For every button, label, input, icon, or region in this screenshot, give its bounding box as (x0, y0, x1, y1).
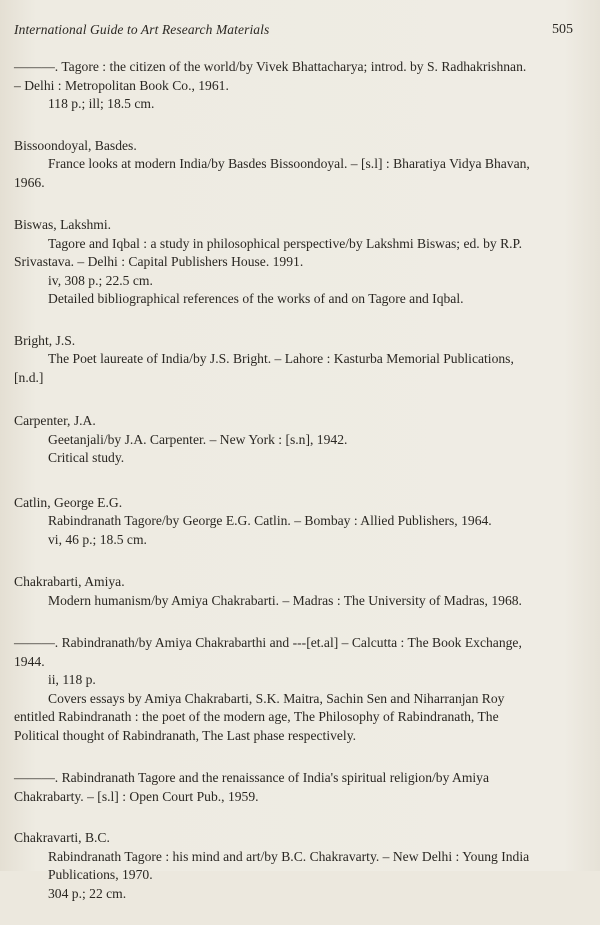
entry-author: Chakravarti, B.C. (14, 830, 110, 845)
entry-author: Bissoondoyal, Basdes. (14, 137, 137, 153)
entry-line: 304 p.; 22 cm. (48, 885, 127, 901)
entry-author: Catlin, George E.G. (14, 494, 123, 510)
bibliography-entry (14, 829, 580, 903)
entry-line: Modern humanism/by Amiya Chakrabarti. – Madras : The University of Madras, 1968. (48, 592, 522, 608)
entry-line: Rabindranath Tagore : his mind and art/by B.C. Chakravarty. – New Delhi : Young India (48, 848, 530, 864)
entry-line: [n.d.] (14, 369, 44, 385)
entry-line: Srivastava. – Delhi : Capital Publishers House. 1991. (14, 254, 304, 269)
entry-line: Detailed bibliographical references of the works of and on Tagore and Iqbal. (48, 291, 464, 306)
entry-line: Rabindranath Tagore/by George E.G. Catlin. – Bombay : Allied Publishers, 1964. (48, 513, 492, 528)
entry-line: – Delhi : Metropolitan Book Co., 1961. (14, 77, 229, 93)
entry-line: Covers essays by Amiya Chakrabarti, S.K. Maitra, Sachin Sen and Niharranjan Roy (48, 690, 505, 706)
bibliography-entry (14, 494, 580, 550)
bibliography-entry (14, 216, 580, 309)
entry-line: ———. Rabindranath/by Amiya Chakrabarthi and ---[et.al] – Calcutta : The Book Exchange, (14, 635, 522, 650)
entry-author: Biswas, Lakshmi. (14, 217, 112, 232)
bibliography-entry (14, 137, 580, 193)
entry-line: Critical study. (48, 450, 125, 465)
entry-line: The Poet laureate of India/by J.S. Bright. – Lahore : Kasturba Memorial Publications, (48, 351, 514, 366)
entry-line: Tagore and Iqbal : a study in philosophical perspective/by Lakshmi Biswas; ed. by R.P. (48, 235, 522, 251)
entry-line: Geetanjali/by J.A. Carpenter. – New York : [s.n], 1942. (48, 431, 348, 447)
entry-line: vi, 46 p.; 18.5 cm. (48, 531, 147, 547)
bibliography-list (14, 58, 580, 925)
running-title: International Guide to Art Research Materials (14, 22, 270, 37)
bibliography-entry (14, 412, 580, 468)
entry-line: entitled Rabindranath : the poet of the modern age, The Philosophy of Rabindranath, The (14, 709, 499, 724)
entry-line: ———. Tagore : the citizen of the world/by Vivek Bhattacharya; introd. by S. Radhakrishnan. (14, 59, 527, 74)
entry-line: Chakrabarty. – [s.l] : Open Court Pub., 1959. (14, 788, 259, 804)
entry-line: 1944. (14, 653, 45, 669)
entry-line: France looks at modern India/by Basdes Bissoondoyal. – [s.l] : Bharatiya Vidya Bhavan, (48, 156, 530, 171)
bibliography-entry (14, 58, 580, 114)
entry-author: Chakrabarti, Amiya. (14, 574, 125, 589)
bibliography-entry (14, 769, 580, 806)
bibliography-entry (14, 634, 580, 745)
bibliography-entry (14, 332, 580, 388)
entry-line: ii, 118 p. (48, 672, 96, 687)
entry-line: Political thought of Rabindranath, The Last phase respectively. (14, 727, 357, 743)
entry-line: iv, 308 p.; 22.5 cm. (48, 272, 153, 288)
entry-line: 1966. (14, 174, 45, 190)
entry-line: Publications, 1970. (48, 867, 153, 882)
entry-author: Carpenter, J.A. (14, 413, 96, 428)
entry-author: Bright, J.S. (14, 332, 76, 348)
entry-line: ———. Rabindranath Tagore and the renaissance of India's spiritual religion/by Amiya (14, 770, 490, 785)
entry-line: 118 p.; ill; 18.5 cm. (48, 96, 155, 111)
page-number: 505 (552, 22, 573, 37)
bibliography-entry (14, 573, 580, 610)
